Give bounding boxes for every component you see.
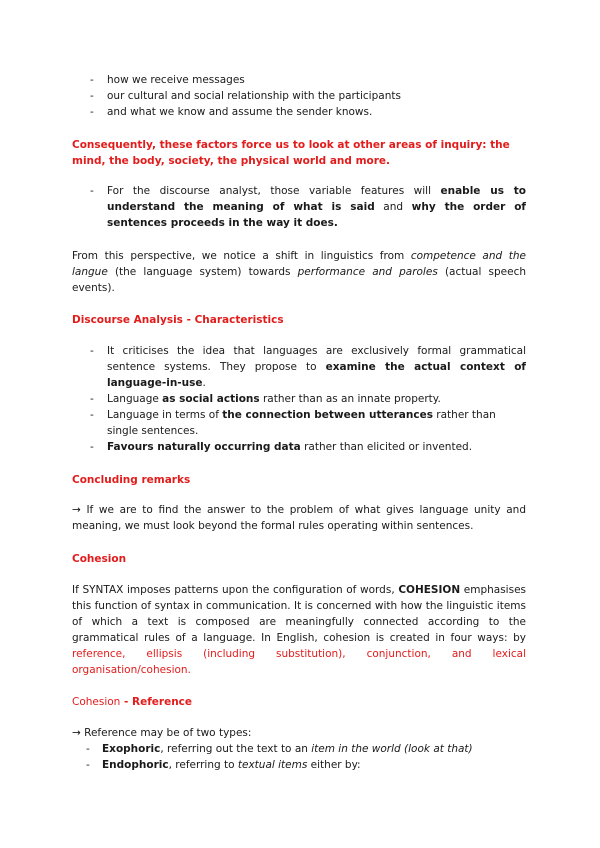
text-run: emphasises this function of syntax in communication. It is concerned with how the linguistic items of which a text is composed are meaningfully connected according to the grammatical rules of a language. In English, cohesion is created in four ways: by	[72, 584, 526, 644]
reference-block	[72, 741, 526, 773]
list-item	[72, 391, 526, 407]
bold-run: as social actions	[162, 393, 260, 405]
italic-run: item in the world (look at that)	[311, 743, 473, 755]
text-run: (actual speech events).	[72, 266, 526, 294]
text-run: rather than as an innate property.	[259, 393, 441, 405]
bold-run: enable us to understand the meaning of what is said	[107, 185, 526, 213]
text-run: It criticises the idea that languages are exclusively formal grammatical sentence systems. They propose to	[107, 345, 526, 373]
text-run: (the language system) towards	[107, 266, 298, 278]
text-run: Language in terms of	[107, 409, 223, 421]
list-item: - and what we know and assume the sender knows.	[72, 104, 526, 120]
bold-run: Favours naturally occurring data	[107, 441, 301, 453]
bold-run: why the order of sentences proceeds in the way it does.	[107, 201, 526, 229]
perspective-paragraph	[72, 248, 526, 296]
bold-run: Exophoric	[102, 743, 161, 755]
analyst-list	[72, 183, 526, 231]
characteristics-list	[72, 343, 526, 455]
top-list	[72, 72, 526, 120]
list-item	[72, 757, 526, 773]
text-run: rather than single sentences.	[107, 409, 496, 437]
consequently-paragraph: Consequently, these factors force us to look at other areas of inquiry: the mind, the body, society, the physical world and more.	[72, 139, 510, 167]
text-run: either by:	[307, 759, 361, 771]
red-run: reference, ellipsis (including substitution), conjunction, and lexical organisation/cohesion.	[72, 648, 526, 676]
characteristics-heading: Discourse Analysis - Characteristics	[72, 314, 284, 326]
text-run: From this perspective, we notice a shift in linguistics from	[72, 250, 411, 262]
list-item	[72, 183, 526, 231]
concluding-paragraph: → If we are to find the answer to the problem of what gives language unity and meaning, we must look beyond the formal rules operating within sentences.	[72, 504, 526, 532]
list-item: - how we receive messages	[72, 72, 526, 88]
text-run: and	[374, 201, 412, 213]
bold-run: the connection between utterances	[222, 409, 433, 421]
text-run: .	[202, 377, 206, 389]
italic-run: textual items	[237, 759, 308, 771]
bold-run: examine the actual context of language-in-use	[107, 361, 526, 389]
concluding-heading: Concluding remarks	[72, 474, 191, 486]
reference-intro: → Reference may be of two types:	[72, 727, 252, 739]
top-list-block	[72, 72, 526, 120]
list-item	[72, 407, 526, 439]
list-item: - our cultural and social relationship with the participants	[72, 88, 526, 104]
heading-run: Cohesion	[72, 696, 121, 708]
text-run: rather than elicited or invented.	[300, 441, 473, 453]
italic-run: competence and the langue	[72, 250, 526, 278]
list-item	[72, 741, 526, 757]
bold-run: COHESION	[398, 584, 461, 596]
list-item	[72, 439, 526, 455]
bold-run: Endophoric	[102, 759, 169, 771]
cohesion-paragraph	[72, 582, 526, 678]
text-run: If SYNTAX imposes patterns upon the configuration of words,	[72, 584, 399, 596]
heading-bold-run: - Reference	[120, 696, 193, 708]
analyst-bullet-block	[72, 183, 526, 231]
reference-heading	[72, 694, 526, 710]
reference-list	[72, 741, 526, 773]
cohesion-heading: Cohesion	[72, 553, 127, 565]
text-run: Language	[107, 393, 163, 405]
text-run: For the discourse analyst, those variable features will	[107, 185, 441, 197]
characteristics-block	[72, 343, 526, 455]
text-run: , referring out the text to an	[160, 743, 312, 755]
italic-run: performance and paroles	[297, 266, 438, 278]
text-run: , referring to	[168, 759, 238, 771]
list-item	[72, 343, 526, 391]
